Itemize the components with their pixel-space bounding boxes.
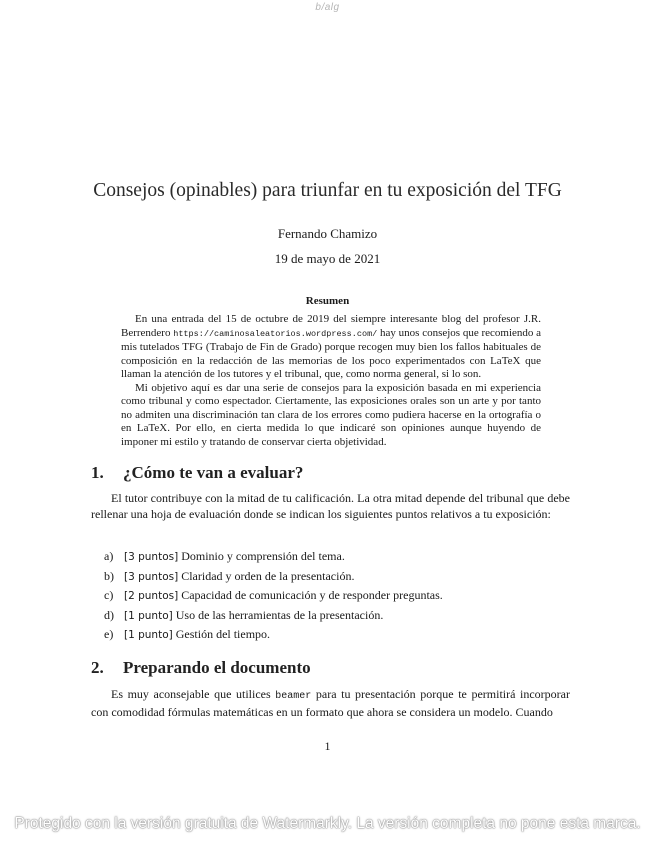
section-1-title: ¿Cómo te van a evaluar? [123,463,304,482]
section-2-heading [91,658,311,678]
list-item: c) [2 puntos] Capacidad de comunicación y de responder preguntas. [104,588,443,603]
section-2-paragraph: Es muy aconsejable que utilices beamer para tu presentación porque te permitirá incorporar con comodidad fórmulas matemáticas en un formato que ahora se considera un modelo. Cuando [91,687,570,719]
blog-url[interactable]: https://caminosaleatorios.wordpress.com/ [173,328,378,339]
abstract-paragraph-1: En una entrada del 15 de octubre de 2019 del siempre interesante blog del profesor J.R. Berrendero https://caminosaleatorios.wordpress.com/ hay unos consejos que recomiendo a mis tutelados TFG (Trabajo de Fin de Grado) porque recogen muy bien los fallos habituales de composición en la redacción de las memorias de los poco experimentados con LaTeX que llaman la atención de los tutores y el tribunal, que, como norma general, si lo son. [121,313,542,380]
page-number: 1 [324,739,331,753]
section-1-paragraph: El tutor contribuye con la mitad de tu calificación. La otra mitad depende del tribunal que debe rellenar una hoja de evaluación donde se indican los siguientes puntos relativos a tu exposición: [91,491,570,521]
list-item: e) [1 punto] Gestión del tiempo. [104,627,271,642]
abstract-paragraph-2: Mi objetivo aquí es dar una serie de consejos para la exposición basada en mi experiencia como tribunal y como espectador. Ciertamente, las exposiciones orales son un arte y por tanto no admiten una discriminación tan clara de los errores como pudiera hacerse en la ortografía o en LaTeX. Por ello, en cierta medida lo que indicaré son opiniones aunque huyendo de imponer mi estilo y tratando de conservar cierta objetividad. [121,381,541,448]
section-2-body [91,687,570,720]
list-item: d) [1 punto] Uso de las herramientas de la presentación. [104,607,384,622]
section-1-number: 1. [91,463,104,482]
document-title: Consejos (opinables) para triunfar en tu exposición del TFG [93,180,562,201]
abstract [121,313,541,449]
header-watermark: b/alg [315,2,340,13]
section-2-title: Preparando el documento [123,658,311,677]
beamer-code: beamer [275,691,312,702]
evaluation-list [104,549,443,647]
abstract-heading: Resumen [305,295,350,307]
list-item: b) [3 puntos] Claridad y orden de la presentación. [104,568,355,583]
list-item: a) [3 puntos] Dominio y comprensión del tema. [104,549,345,563]
section-1-heading [91,463,303,483]
section-2-number: 2. [91,658,104,677]
section-1-body [91,491,570,522]
document-author: Fernando Chamizo [277,226,378,241]
document-date: 19 de mayo de 2021 [274,251,381,266]
watermark-banner: Protegido con la versión gratuita de Watermarkly. La versión completa no pone esta marca. [14,815,641,832]
